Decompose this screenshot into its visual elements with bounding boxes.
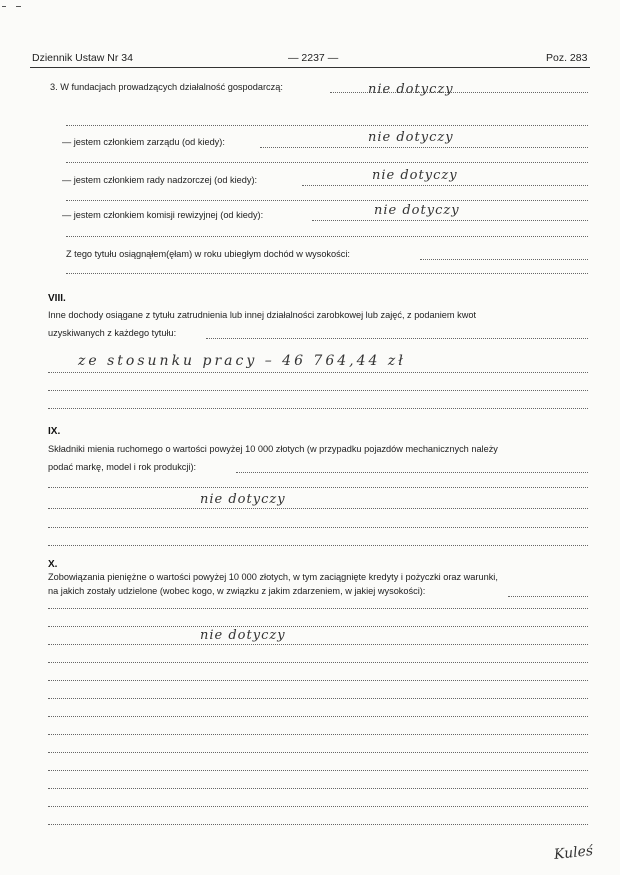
q3-supervisory-fill-line — [302, 185, 588, 186]
section-x-line-5 — [48, 662, 588, 663]
section-x-line-9 — [48, 734, 588, 735]
section-viii-answer: ze stosunku pracy – 46 764,44 zł — [78, 353, 406, 369]
q3-supervisory-label: — jestem członkiem rady nadzorczej (od kiedy): — [62, 175, 258, 185]
q3-intro: 3. W fundacjach prowadzących działalność gospodarczą: — [50, 82, 283, 92]
section-ix-text-1: Składniki mienia ruchomego o wartości powyżej 10 000 złotych (w przypadku pojazdów mechanicznych należy — [48, 444, 498, 454]
q3-supervisory-answer: nie dotyczy — [372, 168, 458, 183]
section-x-line-13 — [48, 806, 588, 807]
q3-answer-line — [66, 125, 588, 126]
section-ix-answer: nie dotyczy — [200, 492, 286, 507]
section-x-line-14 — [48, 824, 588, 825]
section-viii-text-2: uzyskiwanych z każdego tytułu: — [48, 328, 177, 338]
section-viii-line-4 — [48, 408, 588, 409]
section-viii-text-1: Inne dochody osiągane z tytułu zatrudnienia lub innej działalności zarobkowej lub zajęć, z podaniem kwot — [48, 310, 476, 320]
signature: Kuleś — [553, 842, 594, 864]
q3-intro-answer: nie dotyczy — [368, 82, 454, 97]
scan-speck — [16, 6, 21, 7]
section-ix-line-3 — [48, 508, 588, 509]
q3-income-label: Z tego tytułu osiągnąłem(ęłam) w roku ubiegłym dochód w wysokości: — [66, 249, 350, 259]
section-x-number: X. — [48, 559, 58, 570]
q3-board-answer: nie dotyczy — [368, 130, 454, 145]
q3-income-fill-line — [420, 259, 588, 260]
section-x-text-2: na jakich zostały udzielone (wobec kogo, w związku z jakim zdarzeniem, w jakiej wysokości): — [48, 586, 426, 596]
section-x-line-12 — [48, 788, 588, 789]
section-viii-number: VIII. — [48, 293, 66, 304]
q3-audit-answer: nie dotyczy — [374, 203, 460, 218]
section-x-text-1: Zobowiązania pieniężne o wartości powyżej 10 000 złotych, w tym zaciągnięte kredyty i pożyczki oraz warunki, — [48, 572, 498, 582]
section-ix-line-4 — [48, 527, 588, 528]
section-ix-line-2 — [48, 487, 588, 488]
section-x-line-2 — [48, 608, 588, 609]
section-ix-fill-line — [236, 472, 588, 473]
q3-audit-label: — jestem członkiem komisji rewizyjnej (od kiedy): — [62, 210, 264, 220]
section-ix-text-2: podać markę, model i rok produkcji): — [48, 462, 197, 472]
position-number: Poz. 283 — [546, 52, 588, 64]
section-x-line-3 — [48, 626, 588, 627]
section-x-answer: nie dotyczy — [200, 628, 286, 643]
q3-income-line-2 — [66, 273, 588, 274]
section-viii-line-3 — [48, 390, 588, 391]
section-viii-fill-line — [206, 338, 588, 339]
q3-audit-line-2 — [66, 236, 588, 237]
q3-board-label: — jestem członkiem zarządu (od kiedy): — [62, 137, 225, 147]
section-ix-line-5 — [48, 545, 588, 546]
q3-audit-fill-line — [312, 220, 588, 221]
section-ix-number: IX. — [48, 426, 61, 437]
q3-board-line-2 — [66, 162, 588, 163]
section-x-line-11 — [48, 770, 588, 771]
section-x-line-7 — [48, 698, 588, 699]
section-x-line-8 — [48, 716, 588, 717]
section-x-line-10 — [48, 752, 588, 753]
header-rule — [30, 67, 590, 68]
section-x-fill-line — [508, 596, 588, 597]
q3-supervisory-line-2 — [66, 200, 588, 201]
journal-title: Dziennik Ustaw Nr 34 — [32, 52, 133, 64]
page-number: — 2237 — — [288, 52, 339, 64]
q3-board-fill-line — [260, 147, 588, 148]
section-x-line-4 — [48, 644, 588, 645]
section-viii-line-2 — [48, 372, 588, 373]
section-x-line-6 — [48, 680, 588, 681]
scan-speck — [2, 6, 6, 7]
